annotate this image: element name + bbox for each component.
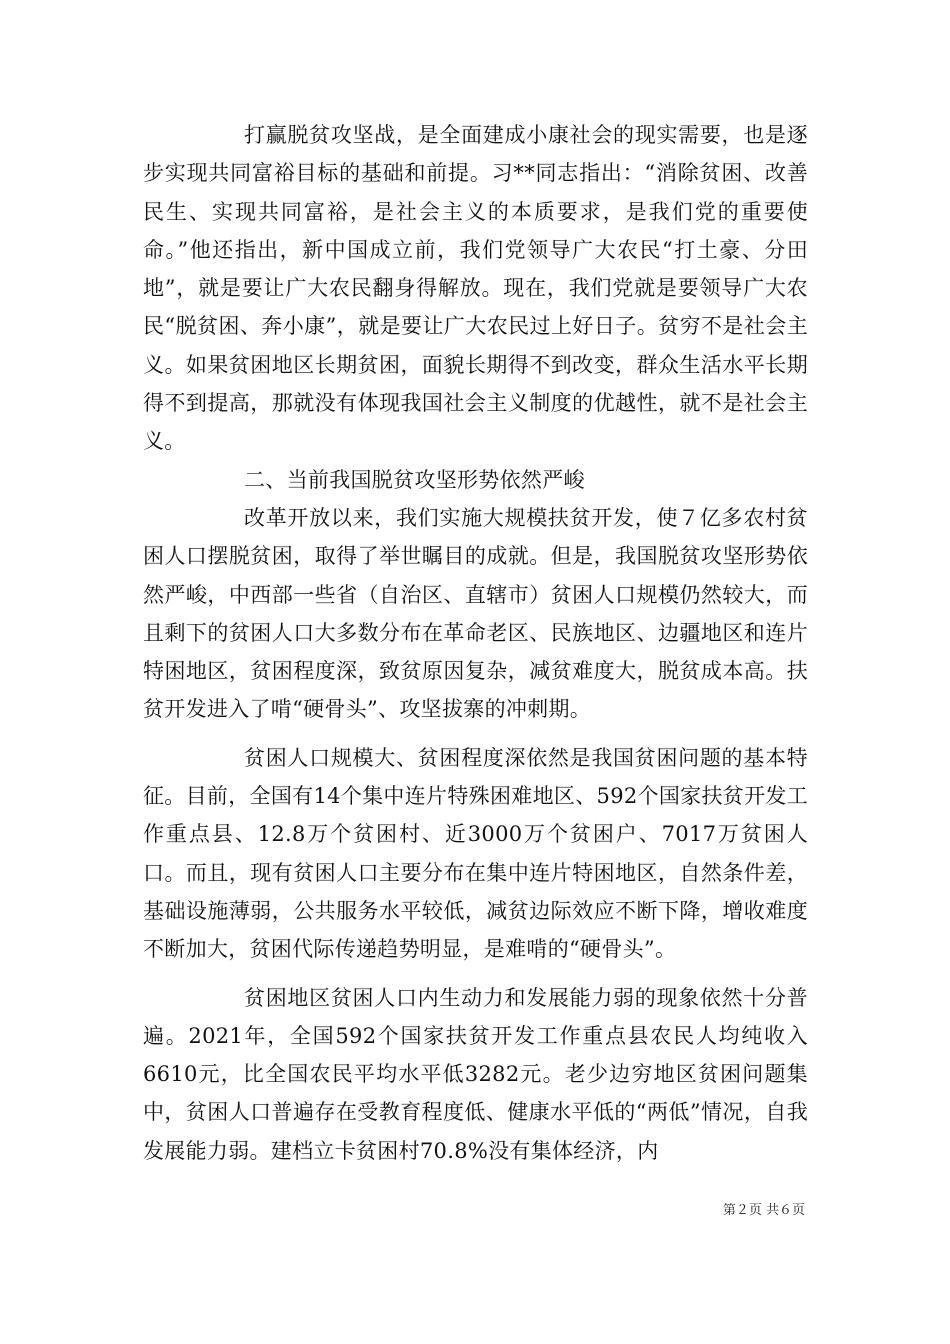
paragraph-goal: 打赢脱贫攻坚战，是全面建成小康社会的现实需要，也是逐步实现共同富裕目标的基础和前提。习**同志指出：“消除贫困、改善民生、实现共同富裕，是社会主义的本质要求，是我们党的重要使命。”他还指出，新中国成立前，我们党领导广大农民“打土豪、分田地”，就是要让广大农民翻身得解放。现在，我们党就是要领导广大农民“脱贫困、奔小康”，就是要让广大农民过上好日子。贫穷不是社会主义。如果贫困地区长期贫困，面貌长期得不到改变，群众生活水平长期得不到提高，那就没有体现我国社会主义制度的优越性，就不是社会主义。 (143, 123, 808, 454)
paragraph-capacity: 贫困地区贫困人口内生动力和发展能力弱的现象依然十分普遍。2021年，全国592个国家扶贫开发工作重点县农民人均纯收入6610元，比全国农民平均水平低3282元。老少边穷地区贫困问题集中，贫困人口普遍存在受教育程度低、健康水平低的“两低”情况，自我发展能力弱。建档立卡贫困村70.8%没有集体经济，内 (143, 985, 808, 1163)
paragraph-situation: 改革开放以来，我们实施大规模扶贫开发，使７亿多农村贫困人口摆脱贫困，取得了举世瞩目的成就。但是，我国脱贫攻坚形势依然严峻，中西部一些省（自治区、直辖市）贫困人口规模仍然较大，而且剩下的贫困人口大多数分布在革命老区、民族地区、边疆地区和连片特困地区，贫困程度深，致贫原因复杂，减贫难度大，脱贫成本高。扶贫开发进入了啃“硬骨头”、攻坚拔寨的冲刺期。 (143, 505, 808, 722)
section-heading: 二、当前我国脱贫攻坚形势依然严峻 (244, 467, 585, 492)
document-body (143, 116, 808, 1170)
paragraph-scale: 贫困人口规模大、贫困程度深依然是我国贫困问题的基本特征。目前，全国有14个集中连片特殊困难地区、592个国家扶贫开发工作重点县、12.8万个贫困村、近3000万个贫困户、7017万贫困人口。而且，现有贫困人口主要分布在集中连片特困地区，自然条件差，基础设施薄弱，公共服务水平较低，减贫边际效应不断下降，增收难度不断加大，贫困代际传递趋势明显，是难啃的“硬骨头”。 (143, 745, 808, 962)
page-number-footer: 第２页 共６页 (722, 1203, 805, 1218)
